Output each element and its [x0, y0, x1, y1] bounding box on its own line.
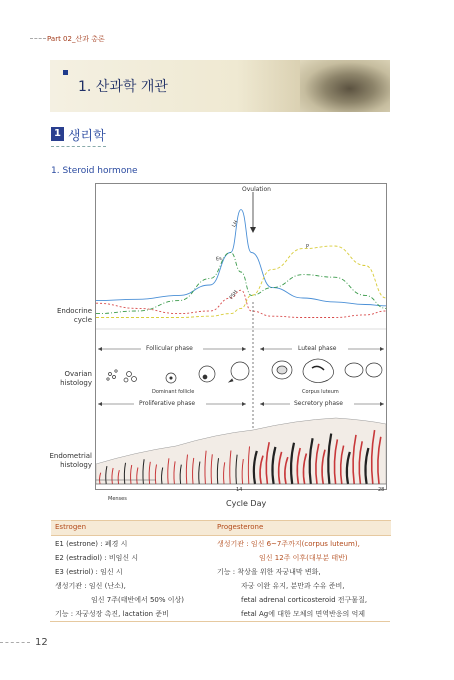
section-number: 1 [51, 127, 64, 141]
series-line-es [96, 253, 386, 314]
table-row: 생성기관 : 임신 6~7주까지(corpus luteum), [217, 540, 360, 548]
luteal-phase-label: Luteal phase [298, 345, 337, 352]
table-row: 임신 7주(태반에서 50% 이상) [91, 596, 185, 604]
page-number: 12 [35, 637, 48, 648]
table-row: 기능 : 착상을 위한 자궁내막 변화, [217, 568, 321, 576]
arrowhead-left-icon [260, 402, 264, 406]
table-bottom-rule [50, 621, 390, 622]
ovarian-histology-drawings [107, 359, 382, 383]
corpus-luteum-label: Corpus luteum [302, 389, 339, 395]
arrowhead-right-icon [380, 402, 384, 406]
table-row: 기능 : 자궁성장 촉진, lactation 준비 [55, 610, 169, 618]
follicular-phase-label: Follicular phase [146, 345, 193, 352]
proliferative-phase-label: Proliferative phase [139, 400, 196, 407]
hormone-table [51, 520, 391, 536]
arrowhead-right-icon [242, 402, 246, 406]
x-tick-28: 28 [378, 487, 385, 493]
lh-label: LH [231, 219, 240, 229]
page-dash [0, 642, 30, 643]
series-line-p [96, 246, 386, 318]
table-row: 자궁 이완 유지, 분만과 수유 준비, [241, 582, 345, 590]
table-row: 임신 12주 이후(대부분 태반) [259, 554, 348, 562]
endocrine-label: Endocrine cycle [57, 307, 92, 324]
estrogen-header: Estrogen [55, 523, 87, 531]
part-label: Part 02_산과 총론 [47, 35, 105, 43]
table-body [51, 539, 391, 619]
p-label: P [306, 244, 310, 250]
table-row: 생성기관 : 임신 (난소), [55, 582, 126, 590]
progesterone-header: Progesterone [217, 523, 264, 531]
table-row: E2 (estradiol) : 비임신 시 [55, 554, 139, 562]
arrowhead-right-icon [380, 347, 384, 351]
hormone-curves [96, 210, 386, 318]
dominant-follicle-label: Dominant follicle [152, 389, 195, 395]
arrowhead-right-icon [242, 347, 246, 351]
ovulation-label: Ovulation [242, 186, 271, 193]
subsection-title: 1. Steroid hormone [51, 166, 138, 176]
cycle-chart-svg [96, 184, 386, 489]
arrowhead-left-icon [98, 347, 102, 351]
table-row: fetal adrenal corticosteroid 전구물질, [241, 596, 368, 604]
table-row: E3 (estriol) : 임신 시 [55, 568, 123, 576]
menstrual-cycle-figure [95, 183, 387, 502]
series-line-fsh [96, 290, 386, 317]
fsh-label: FSH [228, 289, 240, 301]
section-underline [51, 146, 106, 147]
arrowhead-left-icon [260, 347, 264, 351]
table-row: fetal Ag에 대한 모체의 면역반응의 억제 [241, 610, 366, 618]
endometrial-label: Endometrial histology [49, 452, 92, 469]
x-tick-14: 14 [236, 487, 243, 493]
arrowhead-left-icon [98, 402, 102, 406]
header-dash [30, 38, 46, 39]
section-title: 생리학 [68, 129, 106, 144]
es-label: Es. [215, 255, 224, 263]
banner-marker-icon [63, 70, 68, 75]
secretory-phase-label: Secretory phase [294, 400, 343, 407]
banner-photo [300, 60, 390, 112]
menses-label: Menses [108, 496, 127, 502]
x-axis-label: Cycle Day [226, 499, 267, 508]
ovulation-arrowhead-icon [250, 227, 256, 233]
table-header [51, 520, 391, 536]
ovarian-label: Ovarian histology [60, 370, 92, 387]
table-row: E1 (estrone) : 폐경 시 [55, 540, 128, 548]
series-line-lh [96, 210, 386, 306]
chapter-title: 1. 산과학 개관 [78, 79, 168, 95]
